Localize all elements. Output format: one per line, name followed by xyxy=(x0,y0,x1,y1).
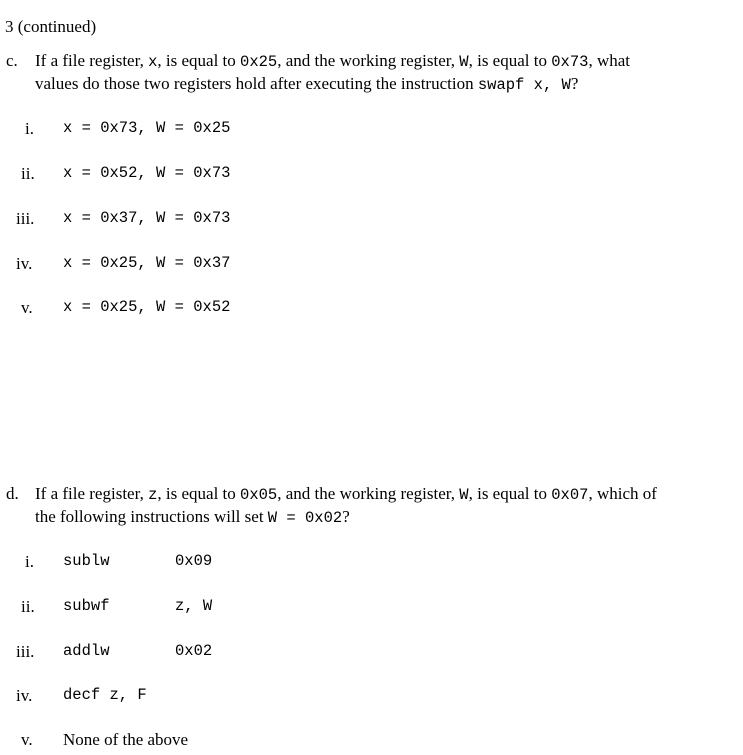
option-instruction: decf z, F xyxy=(63,686,147,704)
option-numeral: i. xyxy=(25,552,34,571)
part-d-question-line1: If a file register, z, is equal to 0x05, and the working register, W, is equal to 0x07, which of xyxy=(35,484,657,504)
option-argument: 0x09 xyxy=(175,552,213,570)
option-numeral: iv. xyxy=(16,686,33,705)
option-text: x = 0x25, W = 0x37 xyxy=(63,254,231,272)
option-text: x = 0x73, W = 0x25 xyxy=(63,119,231,137)
option-instruction: sublw xyxy=(63,552,110,570)
option-numeral: iii. xyxy=(16,209,35,228)
option-numeral: ii. xyxy=(21,164,35,183)
option-text: x = 0x37, W = 0x73 xyxy=(63,209,231,227)
option-numeral: v. xyxy=(21,730,33,749)
part-d-question-line2: the following instructions will set W = 0x02? xyxy=(35,507,350,527)
option-numeral: v. xyxy=(21,298,33,317)
option-text: None of the above xyxy=(63,730,189,749)
part-d-label: d. xyxy=(6,484,19,503)
section-header: 3 (continued) xyxy=(5,17,97,36)
option-instruction: subwf xyxy=(63,597,110,615)
option-text: x = 0x52, W = 0x73 xyxy=(63,164,231,182)
option-argument: 0x02 xyxy=(175,642,213,660)
part-c-question-line2: values do those two registers hold after executing the instruction swapf x, W? xyxy=(35,74,579,94)
option-numeral: i. xyxy=(25,119,34,138)
option-instruction: addlw xyxy=(63,642,110,660)
option-numeral: ii. xyxy=(21,597,35,616)
option-argument: z, W xyxy=(175,597,213,615)
option-text: x = 0x25, W = 0x52 xyxy=(63,298,231,316)
option-numeral: iv. xyxy=(16,254,33,273)
option-numeral: iii. xyxy=(16,642,35,661)
part-c-question-line1: If a file register, x, is equal to 0x25, and the working register, W, is equal to 0x73, what xyxy=(35,51,630,71)
part-c-label: c. xyxy=(6,51,18,70)
